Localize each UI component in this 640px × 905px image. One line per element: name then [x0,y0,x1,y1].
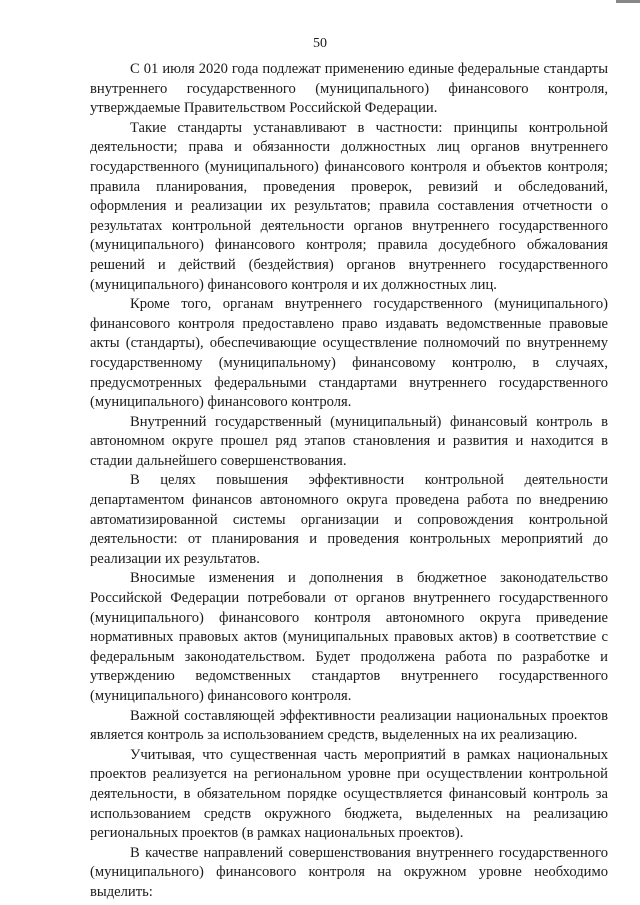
paragraph: Кроме того, органам внутреннего государственного (муниципального) финансового контроля предоставлено право издавать ведомственные правовые акты (стандарты), обеспечивающие осуществление полномочий по внутреннему государственному (муниципальному) финансовому контролю, в случаях, предусмотренных федеральными стандартами внутреннего государственного (муниципального) финансового контроля. [90,296,608,411]
paragraph: Учитывая, что существенная часть мероприятий в рамках национальных проектов реализуется на региональном уровне при осуществлении контрольной деятельности, в обязательном порядке осуществляется финансовый контроль за использованием средств окружного бюджета, выделенных на реализацию региональных проектов (в рамках национальных проектов). [90,746,608,842]
document-body [90,60,608,903]
page-number: 50 [313,36,327,51]
scan-artifact [616,0,640,3]
paragraph: Такие стандарты устанавливают в частности: принципы контрольной деятельности; права и обязанности должностных лиц органов внутреннего государственного (муниципального) финансового контроля и объектов контроля; правила планирования, проведения проверок, ревизий и обследований, оформления и реализации их результатов; правила составления отчетности о результатах контрольной деятельности органов внутреннего государственного (муниципального) финансового контроля; правила досудебного обжалования решений и действий (бездействия) органов внутреннего государственного (муниципального) финансового контроля и их должностных лиц. [90,119,608,293]
paragraph: Вносимые изменения и дополнения в бюджетное законодательство Российской Федерации потребовали от органов внутреннего государственного (муниципального) финансового контроля автономного округа приведение нормативных правовых актов (муниципальных правовых актов) в соответствие с федеральным законодательством. Будет продолжена работа по разработке и утверждению ведомственных стандартов внутреннего государственного (муниципального) финансового контроля. [90,570,608,704]
paragraph: В целях повышения эффективности контрольной деятельности департаментом финансов автономного округа проведена работа по внедрению автоматизированной системы организации и сопровождения контрольной деятельности: от планирования и проведения контрольных мероприятий до реализации их результатов. [90,472,608,567]
paragraph: Внутренний государственный (муниципальный) финансовый контроль в автономном округе прошел ряд этапов становления и развития и находится в стадии дальнейшего совершенствования. [90,413,608,469]
paragraph: В качестве направлений совершенствования внутреннего государственного (муниципального) финансового контроля на окружном уровне необходимо выделить: [90,844,608,900]
paragraph: С 01 июля 2020 года подлежат применению единые федеральные стандарты внутреннего государственного (муниципального) финансового контроля, утверждаемые Правительством Российской Федерации. [90,61,608,117]
paragraph: Важной составляющей эффективности реализации национальных проектов является контроль за использованием средств, выделенных на их реализацию. [90,707,608,744]
